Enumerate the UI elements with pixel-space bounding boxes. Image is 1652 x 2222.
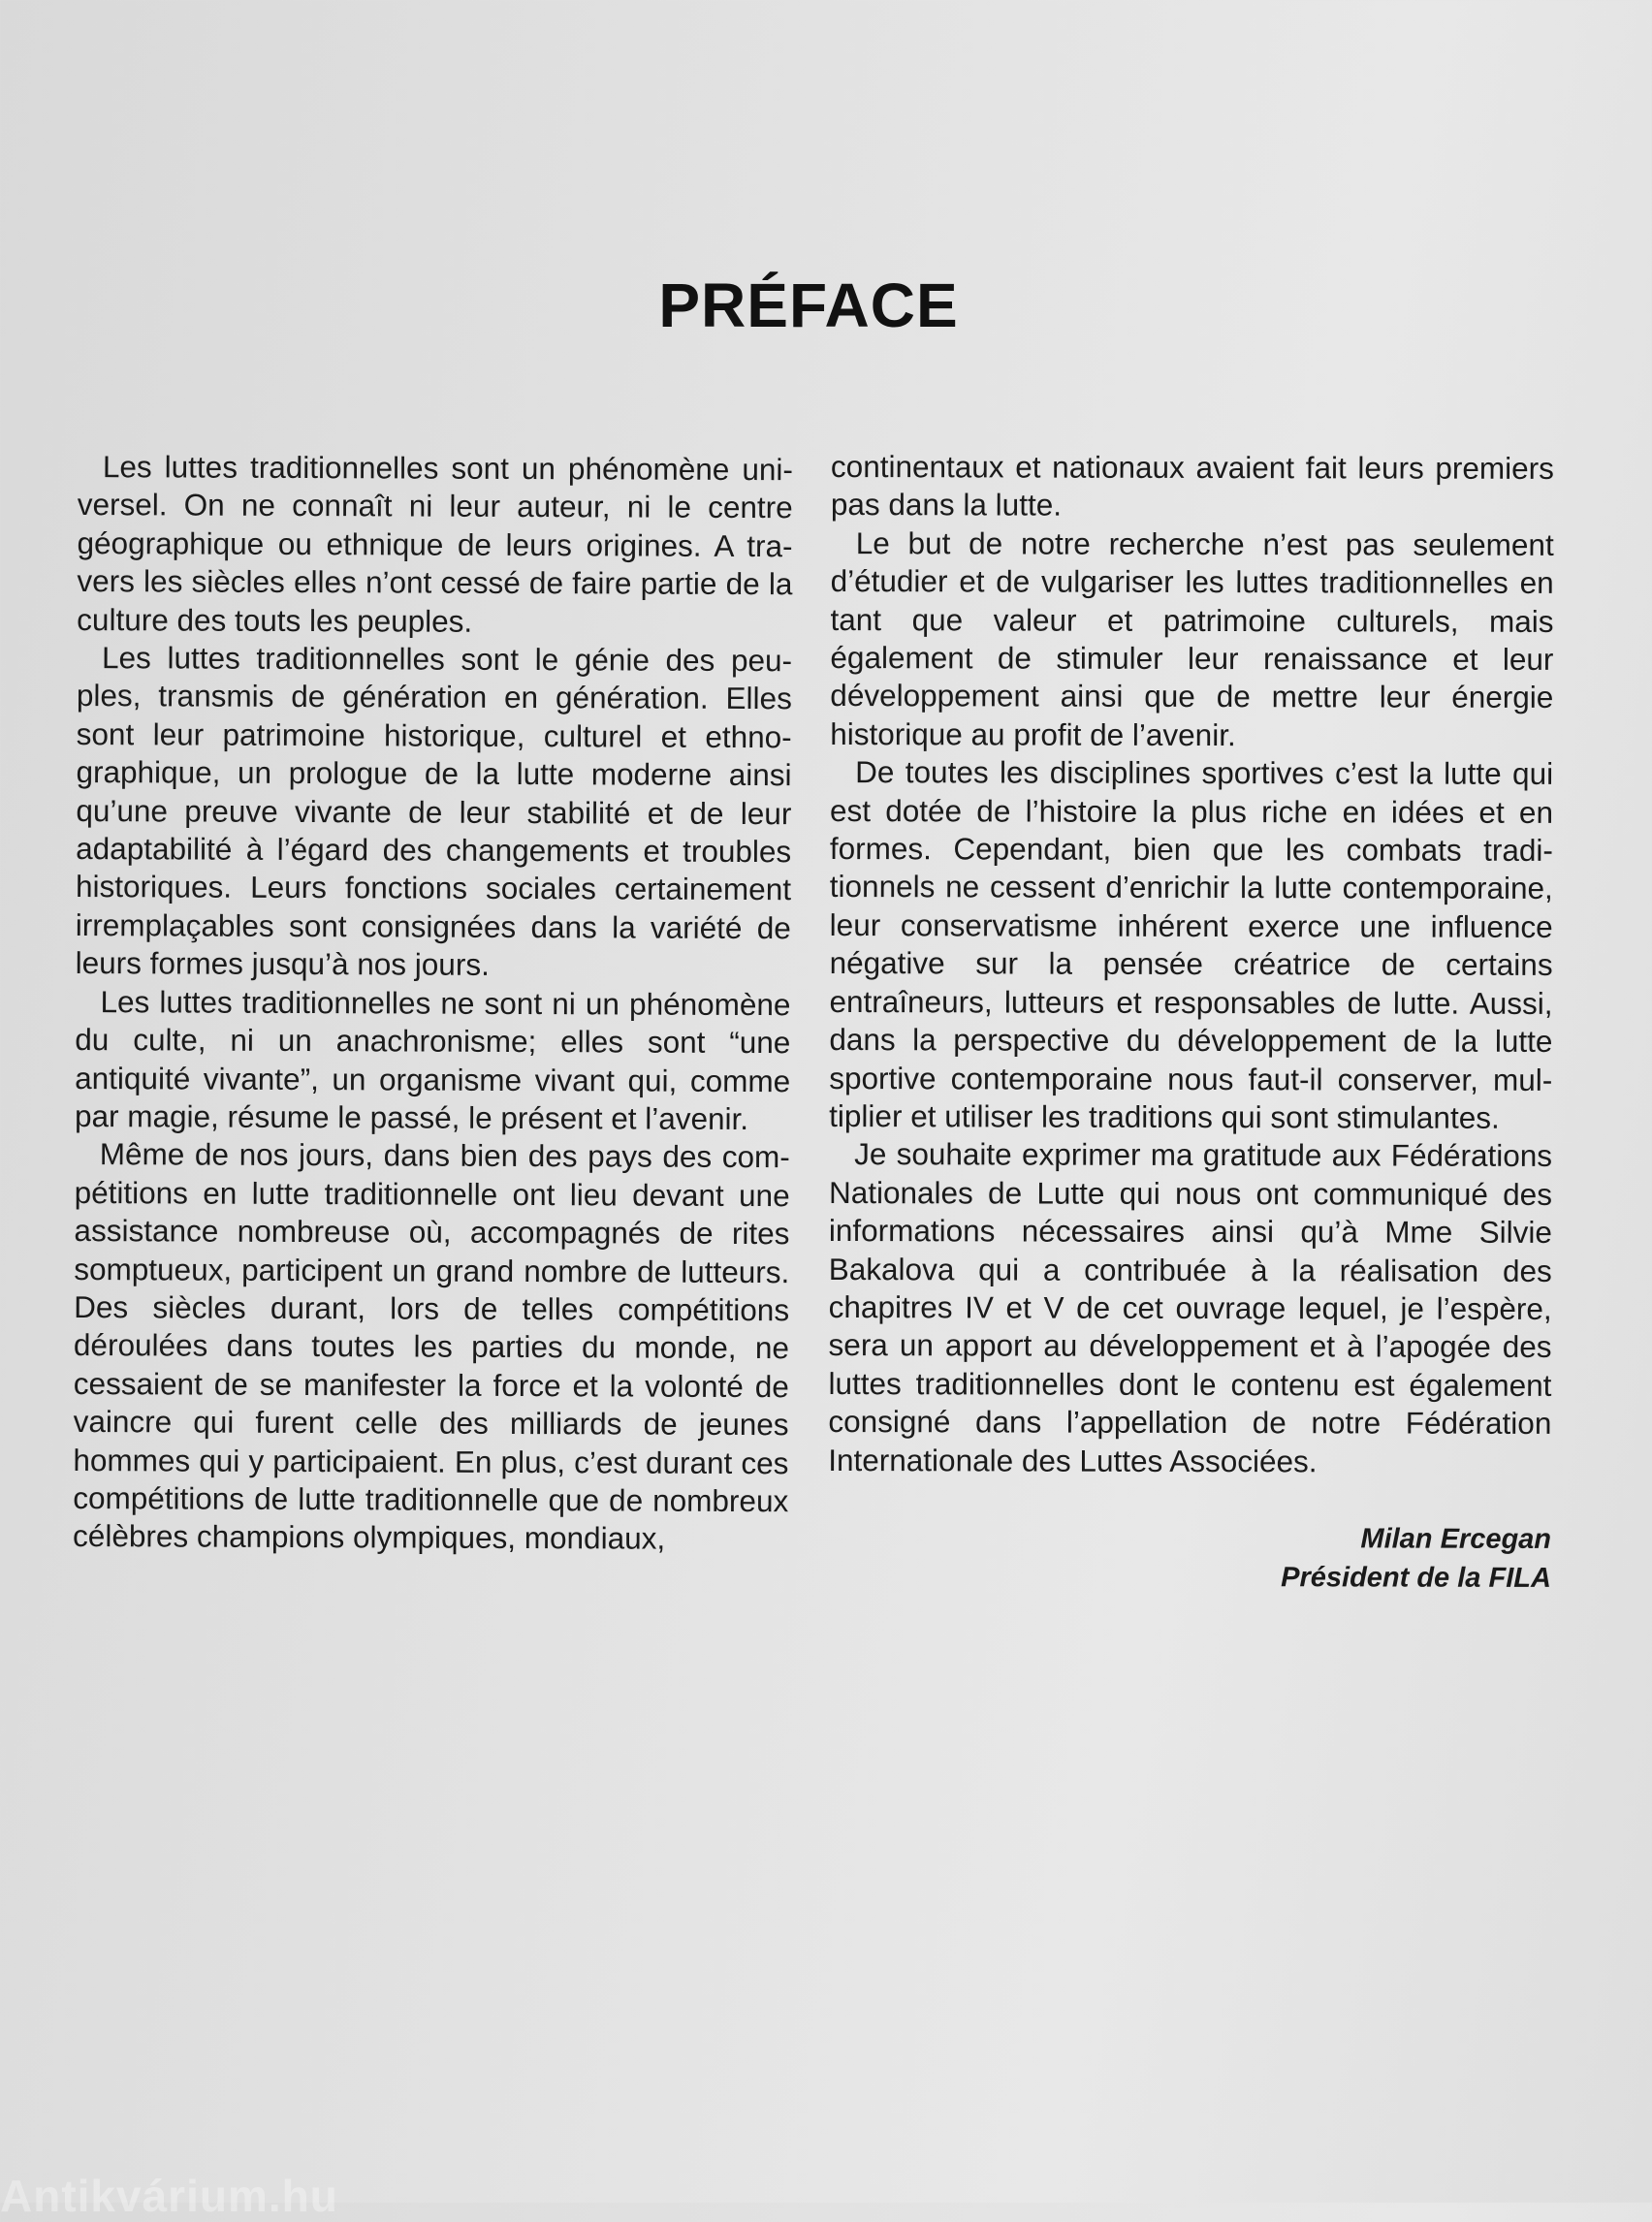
paragraph-7: Je souhaite exprimer ma gratitude aux Fédérations Nationales de Lutte qui nous ont communiqué des informations nécessaires ainsi qu’à Mme Silvie Bakalova qui a contribuée à la réalisation des chapitres IV et V de cet ouvrage lequel, je l’espère, sera un apport au développement et à l’apogée des luttes traditionnelles dont le contenu est également consigné dans l’appellation de notre Fédération Internationale des Luttes Associées. <box>828 1136 1553 1478</box>
paragraph-2: Les luttes traditionnelles sont le génie des peuples, transmis de génération en génération. Elles sont leur patrimoine historique, culturel et ethnographique, un prologue de la lutte moderne ainsi qu’une preuve vivante de leur stabilité et de leur adaptabilité à l’égard des changements et troubles historiques. Leurs fonctions sociales certainement irremplaçables sont consignées dans la variété de leurs formes jusqu’à nos jours. <box>75 640 793 983</box>
right-column <box>828 448 1554 1598</box>
paragraph-6: De toutes les disciplines sportives c’est la lutte qui est dotée de l’histoire la plus riche en idées et en formes. Cependant, bien que les combats traditionnels ne cessent d’enrichir la lutte contemporaine, leur conservatisme inhérent exerce une influence négative sur la pensée créatrice de certains entraîneurs, lutteurs et responsables de lutte. Aussi, dans la perspective du développement de la lutte sportive contemporaine nous faut-il conserver, multiplier et utiliser les traditions qui sont stimulantes. <box>829 754 1554 1135</box>
signature-role: Président de la FILA <box>1281 1562 1551 1594</box>
paragraph-4: Même de nos jours, dans bien des pays des compétitions en lutte traditionnelle ont lieu devant une assistance nombreuse où, accompagnés de rites somptueux, participent un grand nombre de lutteurs. Des siècles durant, lors de telles compétitions déroulées dans toutes les parties du monde, ne cessaient de se manifester la force et la volonté de vaincre qui furent celle des milliards de jeunes hommes qui y participaient. En plus, c’est durant ces compétitions de lutte traditionnelle que de nombreux célèbres champions olympiques, mondiaux, <box>73 1136 790 1557</box>
page-title: PRÉFACE <box>658 270 959 340</box>
left-column <box>73 448 793 1559</box>
paragraph-4-continuation: continentaux et nationaux avaient fait leurs premiers pas dans la lutte. <box>830 449 1554 524</box>
paragraph-5: Le but de notre recherche n’est pas seulement d’étudier et de vulgariser les luttes traditionnelles en tant que valeur et patrimoine culturels, mais également de stimuler leur renaissance et leur développement ainsi que de mettre leur énergie historique au profit de l’avenir. <box>830 524 1554 752</box>
signature-block <box>828 1518 1551 1598</box>
paragraph-1: Les luttes traditionnelles sont un phénomène universel. On ne connaît ni leur auteur, ni le centre géographique ou ethnique de leurs origines. A travers les siècles elles n’ont cessé de faire partie de la culture des touts les peuples. <box>77 449 793 639</box>
signature-name: Milan Ercegan <box>1360 1523 1552 1555</box>
paragraph-3: Les luttes traditionnelles ne sont ni un phénomène du culte, ni un anachronisme; elles sont “une antiquité vivante”, un organisme vivant qui, comme par magie, résume le passé, le présent et l’avenir. <box>74 983 791 1136</box>
watermark: Antikvárium.hu <box>0 2171 338 2221</box>
